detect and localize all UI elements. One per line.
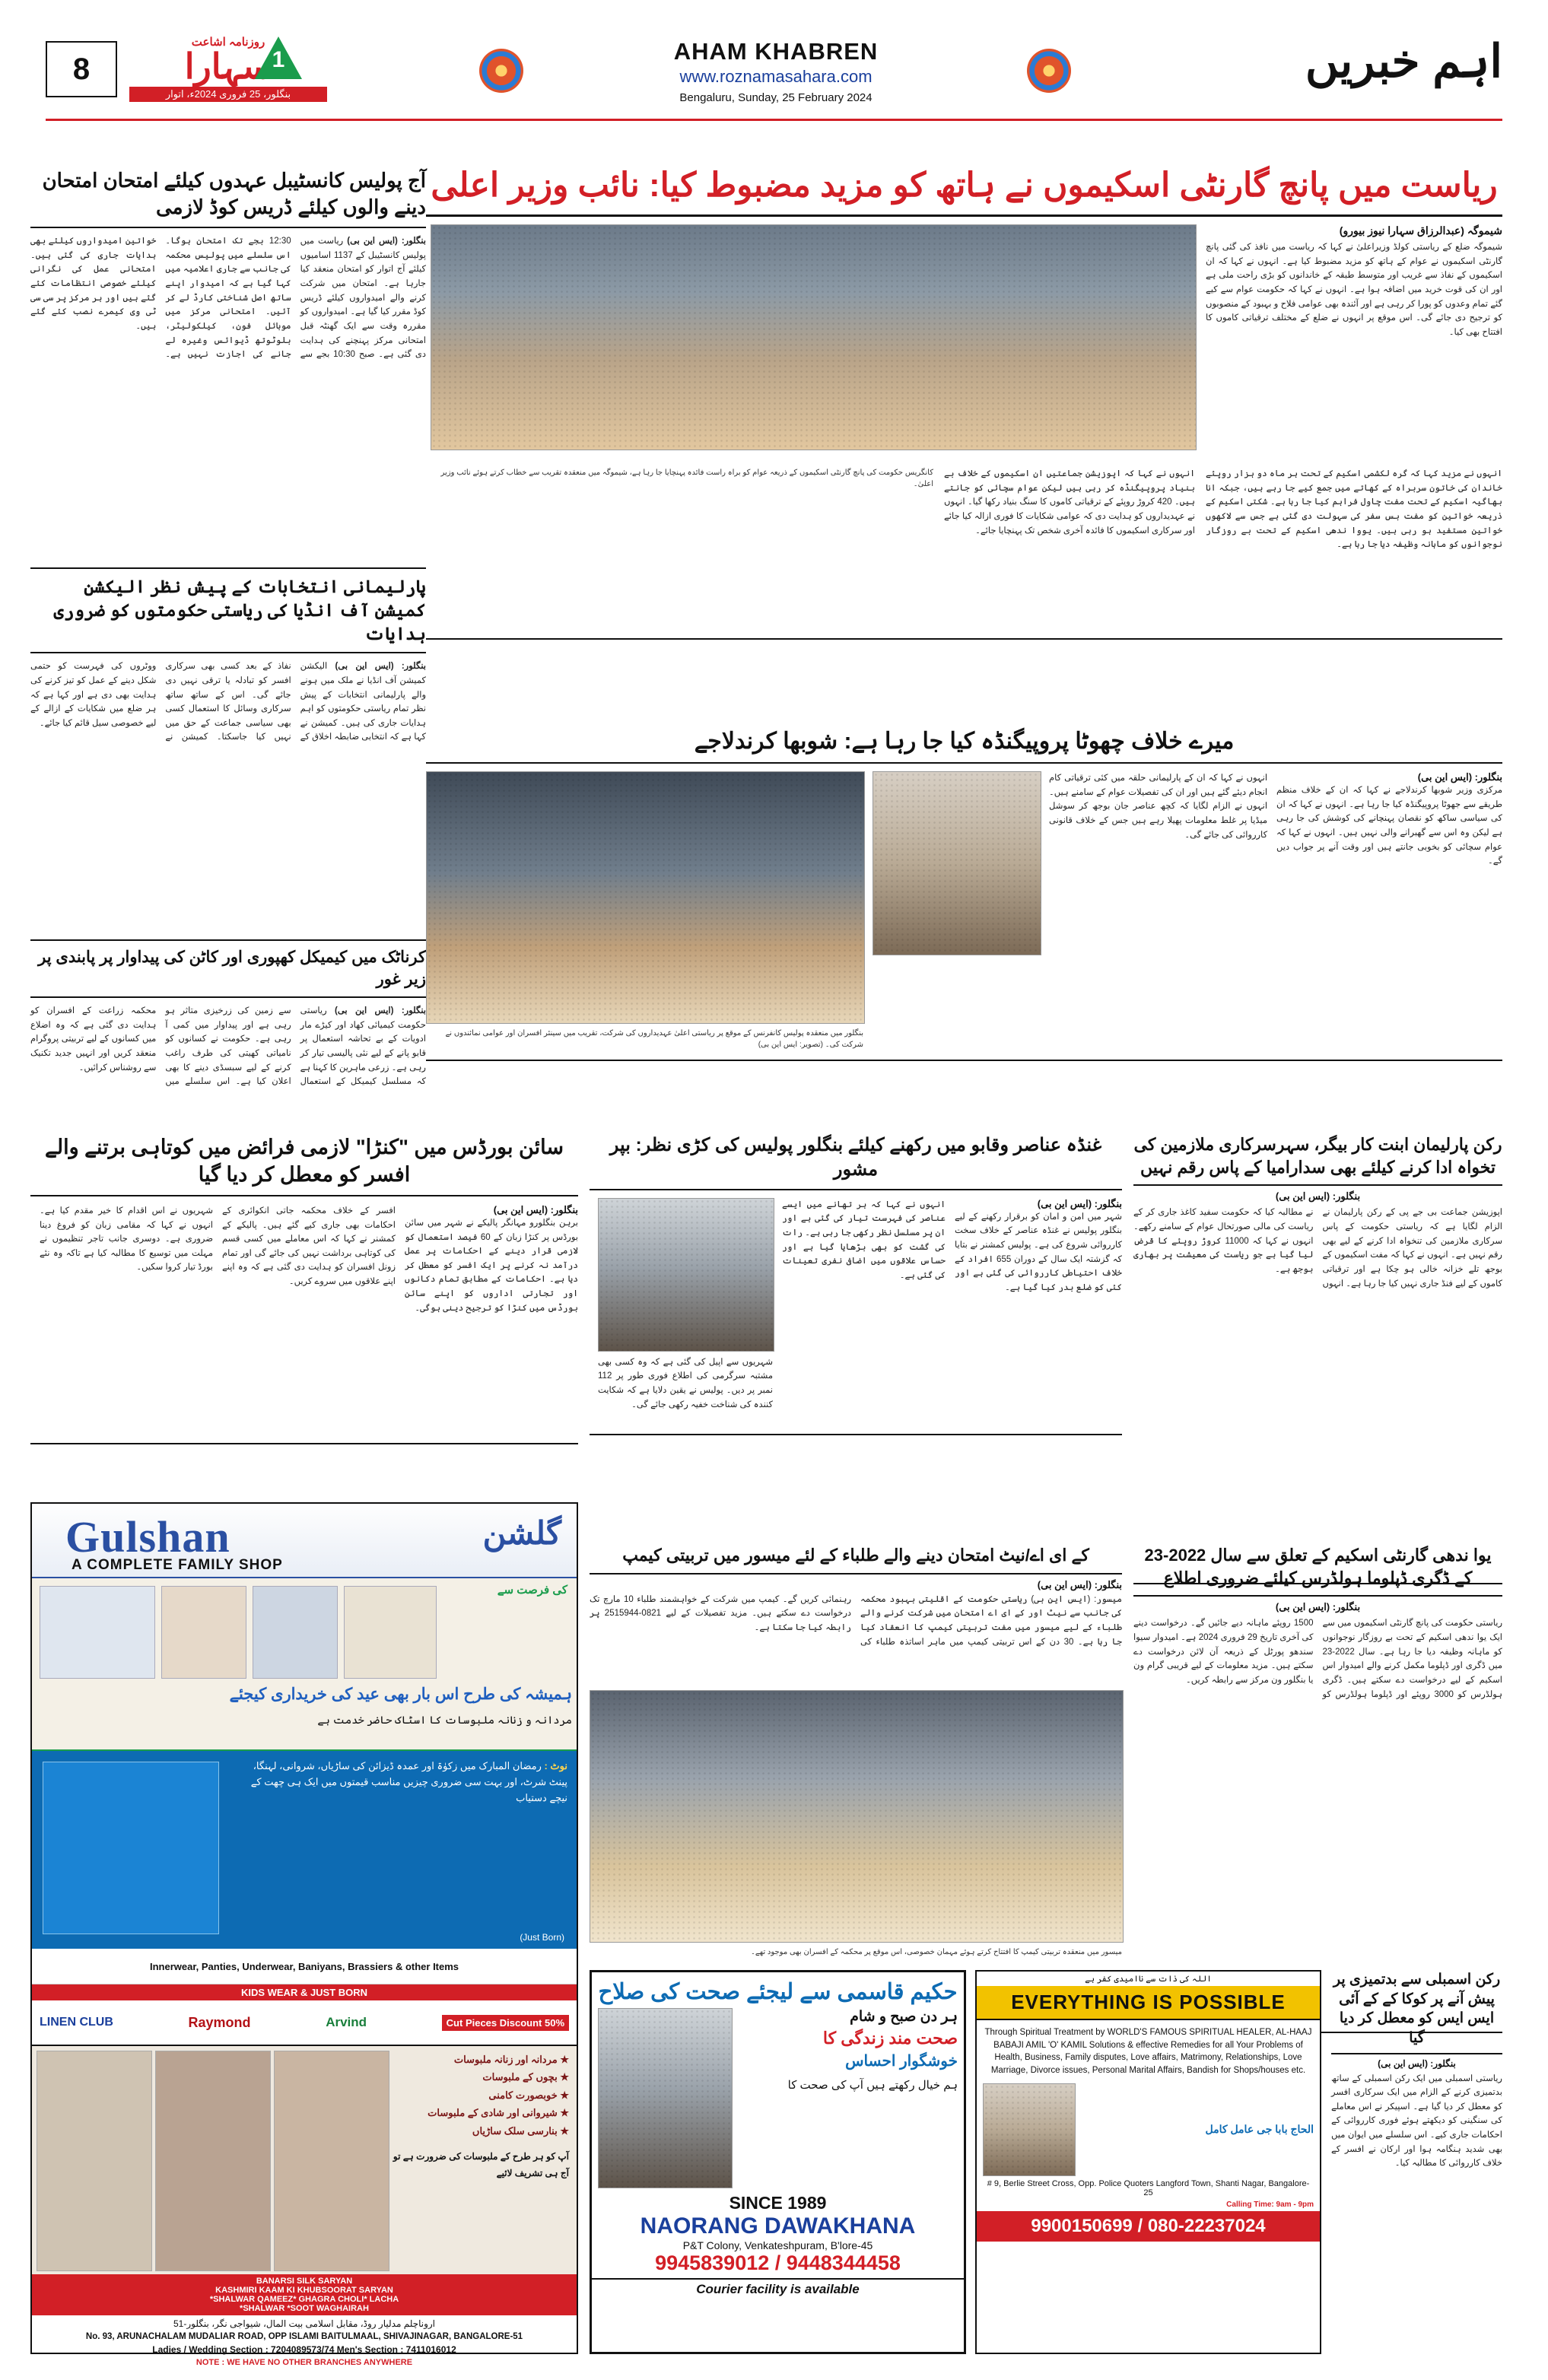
police-commissioner-photo bbox=[598, 1198, 774, 1352]
propaganda-dateline: بنگلور: (ایس این بی) bbox=[1417, 771, 1502, 783]
parliament-text: اپوزیشن جماعت بی جے پی کے رکن پارلیمان نے الزام لگایا ہے کہ ریاستی حکومت کے پاس سرکاری ملازمین کی تنخواہ ادا کرنے کے لیے بھی رقم نہیں ہے۔ انہوں نے کہا کہ مفت اسکیموں کے بوجھ تلے خزانہ خالی ہو چکا ہے اور ترقیاتی کاموں کے لیے فنڈ جاری نہیں کیا جا رہا ہے۔ انہوں نے مطالبہ کیا کہ حکومت سفید کاغذ جاری کر کے ریاست کی مالی صورتحال عوام کے سامنے رکھے۔ انہوں نے کہا کہ 11000 کروڑ روپئے کا قرض لیا گیا ہے جو ریاست کی معیشت پر بھاری بوجھ ہے۔ bbox=[1133, 1208, 1502, 1289]
yuva-dateline: بنگلور: (ایس این بی) bbox=[1275, 1601, 1361, 1613]
gulshan-name-3: *SHALWAR QAMEEZ* GHAGRA CHOLI* LACHA bbox=[209, 2295, 399, 2304]
everything-title: EVERYTHING IS POSSIBLE bbox=[977, 1986, 1320, 2020]
logo-datebar: بنگلور، 25 فروری 2024ء، اتوار bbox=[129, 87, 327, 102]
gulshan-banner-urdu: آپ کو ہر طرح کے ملبوسات کی ضرورت ہے تو آج ہی تشریف لائیے bbox=[393, 2150, 569, 2178]
gulshan-brand: Gulshan bbox=[65, 1512, 230, 1562]
propaganda-headline: میرے خلاف چھوٹا پروپیگنڈہ کیا جا رہا ہے: شوبھا کرندلاجے bbox=[426, 726, 1502, 764]
mosque-illustration bbox=[43, 1762, 219, 1934]
gulshan-ad[interactable] bbox=[30, 1502, 578, 2367]
training-dateline: بنگلور: (ایس این بی) bbox=[1037, 1578, 1122, 1590]
naorang-line-3: خوشگوار احساس bbox=[845, 2053, 958, 2070]
yuva-text: ریاستی حکومت کی پانچ گارنٹی اسکیموں میں سے ایک یوا ندھی اسکیم کے تحت بے روزگار نوجوانوں کو ماہانہ وظیفہ دیا جا رہا ہے۔ سال 2022-23 میں ڈگری اور ڈپلوما مکمل کرنے والے امیدوار اس اسکیم کے لیے درخواست دے سکتے ہیں۔ ڈگری ہولڈرس کو 3000 روپئے اور ڈپلوما ہولڈرس کو 1500 روپئے ماہانہ دیے جائیں گے۔ درخواست دینے کی آخری تاریخ 29 فروری 2024 ہے۔ امیدوار سیوا سندھو پورٹل کے ذریعہ آن لائن درخواست دے سکتے ہیں۔ مزید معلومات کے لیے قریبی گرام ون یا بنگلور ون مرکز سے رابطہ کریں۔ bbox=[1133, 1619, 1502, 1699]
yuva-headline: یوا ندھی گارنٹی اسکیم کے تعلق سے سال 2022-23 کے ڈگری ڈپلوما ہولڈرس کیلئے ضروری اطلاع bbox=[1133, 1544, 1502, 1597]
yuva-story bbox=[1133, 1544, 1502, 2033]
police-headline: غنڈہ عناصر وقابو میں رکھنے کیلئے بنگلور پولیس کی کڑی نظر: بپر مشور bbox=[590, 1133, 1122, 1190]
signboard-headline: سائن بورڈس میں "کنڑا" لازمی فرائض میں کوتاہی برتنے والے افسر کو معطل کر دیا گیا bbox=[30, 1133, 578, 1196]
gulshan-headline: ہمیشہ کی طرح اس بار بھی عید کی خریداری کیجئے bbox=[229, 1686, 572, 1703]
parliament-dateline: بنگلور: (ایس این بی) bbox=[1275, 1190, 1361, 1203]
training-photo-caption: میسور میں منعقدہ تربیتی کیمپ کا افتتاح کرتے ہوئے مہمان خصوصی، اس موقع پر محکمہ کے افسران بھی موجود تھے۔ bbox=[750, 1947, 1122, 1956]
gulshan-models-strip bbox=[32, 2046, 577, 2274]
english-masthead bbox=[532, 38, 1019, 104]
lead-photo-caption: کانگریس حکومت کی پانچ گارنٹی اسکیموں کے ذریعہ عوام کو براہ راست فائدہ پہنچایا جا رہا ہے، شیموگہ میں منعقدہ تقریب سے خطاب کرتے ہوئے نائب وزیر اعلیٰ۔ bbox=[440, 469, 933, 489]
gulshan-feature-4: ★ شیروانی اور شادی کے ملبوسات bbox=[428, 2107, 569, 2119]
brand-linen-club: LINEN CLUB bbox=[40, 2016, 113, 2029]
propaganda-col-b bbox=[1049, 771, 1267, 1053]
everything-calling-time: Calling Time: 9am - 9pm bbox=[1226, 2200, 1314, 2209]
assembly-headline: رکن اسمبلی سے بدتمیزی پر پیش آنے پر کوکا کے کے آئی ایس ایس کو معطل کر دیا گیا bbox=[1331, 1970, 1502, 2054]
conference-photo-caption: بنگلور میں منعقدہ پولیس کانفرنس کے موقع پر ریاستی اعلیٰ عہدیداروں کی شرکت، تقریب میں سینئر افسران اور عوامی نمائندوں نے شرکت کی۔ (تصویر: ایس این بی) bbox=[445, 1029, 863, 1049]
gulshan-subline: مردانہ و زنانہ ملبوسات کا اسٹاک حاضر خدمت ہے bbox=[317, 1714, 572, 1726]
police-text-b: انہوں نے کہا کہ ہر تھانے میں ایسے عناصر کی فہرست تیار کی گئی ہے اور ان پر مسلسل نظر رکھی جا رہی ہے۔ رات کی گشت کو بھی بڑھایا گیا ہے اور حساس علاقوں میں اضافی نفری تعینات کی گئی ہے۔ bbox=[782, 1200, 946, 1280]
naorang-line-2: صحت مند زندگی کا bbox=[822, 2029, 958, 2048]
gulshan-phones: Ladies / Wedding Section : 7204089573/74 Men's Section : 7411016012 bbox=[152, 2344, 456, 2355]
product-image-4 bbox=[344, 1586, 437, 1679]
gulshan-kidswear: KIDS WEAR & JUST BORN bbox=[32, 1984, 577, 2000]
everything-healer-name: الحاج بابا جی عامل کامل bbox=[1205, 2123, 1314, 2136]
police-text-a: شہر میں امن و امان کو برقرار رکھنے کے لیے بنگلور پولیس نے غنڈہ عناصر کے خلاف سخت کارروائی شروع کی ہے۔ پولیس کمشنر نے بتایا کہ گزشتہ ایک سال کے دوران 655 افراد کے خلاف احتیاطی کارروائی کی گئی ہے اور کئی کو ضلع بدر کیا گیا ہے۔ bbox=[955, 1212, 1122, 1292]
hakeem-photo bbox=[598, 2008, 733, 2188]
signboard-text-b: افسر کے خلاف محکمہ جاتی انکوائری کے احکامات بھی جاری کیے گئے ہیں۔ پالیکے کے کمشنر نے کہا کہ اس معاملے میں کسی قسم کی کوتاہی برداشت نہیں کی جائے گی اور تمام زونل افسران کو ہدایت دی گئی ہے کہ وہ اپنے اپنے علاقوں میں سروے کریں۔ bbox=[222, 1206, 396, 1286]
story3-text: ریاستی حکومت کیمیائی کھاد اور کیڑے مار ادویات کے بے تحاشہ استعمال پر قابو پانے کے لیے نئی پالیسی تیار کر رہی ہے۔ زرعی ماہرین کا کہنا ہے کہ مسلسل کیمیکل کے استعمال سے زمین کی زرخیزی متاثر ہو رہی ہے اور پیداوار میں کمی آ رہی ہے۔ حکومت نے کسانوں کو نامیاتی کھیتی کی طرف راغب کرنے کے لیے سبسڈی دینے کا بھی اعلان کیا ہے۔ اس سلسلے میں محکمہ زراعت کے افسران کو ہدایت دی گئی ہے کہ وہ اضلاع میں کسانوں کے لیے تربیتی پروگرام منعقد کریں اور انہیں جدید تکنیک سے روشناس کرائیں۔ bbox=[30, 1006, 426, 1087]
brand-arvind: Arvind bbox=[326, 2015, 367, 2029]
gulshan-address-en: No. 93, ARUNACHALAM MUDALIAR ROAD, OPP ISLAMI BAITULMAAL, SHIVAJINAGAR, BANGALORE-51 bbox=[85, 2332, 523, 2341]
naorang-since: SINCE 1989 bbox=[729, 2193, 827, 2213]
story2-body bbox=[30, 659, 426, 933]
logo-wordmark: سہارا bbox=[184, 46, 272, 86]
propaganda-story bbox=[426, 726, 1502, 1061]
gulshan-feature-1: ★ مردانہ اور زنانہ ملبوسات bbox=[453, 2054, 569, 2065]
gulshan-products-strip bbox=[32, 1578, 577, 1751]
model-image-2 bbox=[155, 2051, 271, 2271]
gulshan-feature-2: ★ بچوں کے ملبوسات bbox=[482, 2071, 569, 2083]
conference-photo bbox=[426, 771, 865, 1024]
lead-text-a: شیموگہ ضلع کے ریاستی کولڈ وزیراعلیٰ نے کہا کہ ریاست میں نافذ کی گئی پانچ گارنٹی اسکیموں نے عوام کے ہاتھ کو مزید مضبوط کیا ہے۔ انہوں نے کہا کہ ان اسکیموں کے نفاذ سے غریب اور متوسط طبقہ کے خاندانوں کو بڑی راحت ملی ہے اور ان کی قوت خرید میں اضافہ ہوا ہے۔ انہوں نے کہا کہ حکومت عوام سے کیے گئے تمام وعدوں کو پورا کر رہی ہے اور آئندہ بھی عوامی فلاح و بہبود کے منصوبوں کو ترجیح دی جائے گی۔ اس موقع پر انہوں نے ضلع کے مختلف ترقیاتی کاموں کا افتتاح بھی کیا۔ bbox=[1206, 243, 1502, 337]
assembly-dateline: بنگلور: (ایس این بی) bbox=[1378, 2057, 1456, 2069]
lead-photo bbox=[431, 224, 1197, 450]
training-camp-photo bbox=[590, 1690, 1124, 1943]
naorang-phones[interactable]: 9945839012 / 9448344458 bbox=[655, 2251, 901, 2274]
police-text-c: شہریوں سے اپیل کی گئی ہے کہ وہ کسی بھی مشتبہ سرگرمی کی اطلاع فوری طور پر 112 نمبر پر دیں۔ پولیس نے یقین دلایا ہے کہ شکایت کنندہ کی شناخت خفیہ رکھی جائے گی۔ bbox=[598, 1357, 773, 1409]
model-image-3 bbox=[274, 2051, 389, 2271]
masthead-title: AHAM KHABREN bbox=[673, 38, 879, 65]
story1-text: ریاست میں پولیس کانسٹیبل کے 1137 اسامیوں کیلئے آج اتوار کو امتحان منعقد کیا جارہا ہے۔ امتحان میں شرکت کرنے والے امیدواروں کیلئے ڈریس کوڈ مقرر کیا گیا ہے۔ امیدواروں کو مقررہ وقت سے ایک گھنٹہ قبل امتحانی مرکز پہنچنے کی ہدایت دی گئی ہے۔ صبح 10:30 بجے سے 12:30 بجے تک امتحان ہوگا۔ اس سلسلے میں پولیس محکمہ کی جانب سے جاری اعلامیہ میں کہا گیا ہے کہ امیدوار اپنے ساتھ اصل شناختی کارڈ لے کر آئیں۔ امتحانی مرکز میں موبائل فون، کیلکولیٹر، بلوٹوتھ ڈیوائس وغیرہ لے جانے کی اجازت نہیں ہے۔ خواتین امیدواروں کیلئے بھی ہدایات جاری کی گئی ہیں۔ امتحانی عمل کی نگرانی کیلئے خصوصی انتظامات کئے گئے ہیں اور ہر مرکز پر سی سی ٹی وی کیمرے نصب کئے گئے ہیں۔ bbox=[30, 237, 427, 360]
gulshan-eid-line: کی فرصت سے bbox=[497, 1584, 567, 1597]
gulshan-zakat-panel bbox=[32, 1751, 577, 1949]
assembly-story bbox=[1331, 1970, 1502, 2361]
lead-dateline: شیموگہ (عبدالرزاق سہارا نیوز بیورو) bbox=[1339, 224, 1502, 237]
naorang-line-4: ہم خیال رکھتے ہیں آپ کی صحت کا bbox=[787, 2079, 958, 2092]
propaganda-text-b: انہوں نے کہا کہ ان کے پارلیمانی حلقہ میں کئی ترقیاتی کام انجام دیئے گئے ہیں اور ان کی تفصیلات عوام کے سامنے ہیں۔ انہوں نے الزام لگایا کہ کچھ عناصر جان بوجھ کر سوشل میڈیا پر غلط معلومات پھیلا رہے ہیں جس کے خلاف قانونی کارروائی کی جائے گی۔ bbox=[1049, 774, 1268, 840]
masthead-dateline: Bengaluru, Sunday, 25 February 2024 bbox=[679, 91, 873, 104]
training-text: میسور: (ایس این بی) ریاستی حکومت کے اقلیتی بہبود محکمہ کی جانب سے نیٹ اور کے ای اے امتحان میں شرکت کرنے والے طلباء کے لیے میسور میں مفت تربیتی کیمپ کا انعقاد کیا جا رہا ہے۔ 30 دن کے اس تربیتی کیمپ میں ماہر اساتذہ طلباء کی رہنمائی کریں گے۔ کیمپ میں شرکت کے خواہشمند طلباء 10 مارچ تک درخواست دے سکتے ہیں۔ مزید تفصیلات کے لیے 0821-2515944 پر رابطہ کیا جا سکتا ہے۔ bbox=[590, 1594, 1122, 1647]
naorang-courier: Courier facility is available bbox=[592, 2278, 964, 2297]
signboard-text-c: شہریوں نے اس اقدام کا خیر مقدم کیا ہے۔ انہوں نے کہا کہ مقامی زبان کو فروغ دینا ضروری ہے۔ دوسری جانب تاجر تنظیموں نے مہلت میں توسیع کا مطالبہ کیا ہے تاکہ وہ نئے بورڈ تیار کروا سکیں۔ bbox=[40, 1206, 213, 1273]
training-headline: کے ای اے/نیٹ امتحان دینے والے طلباء کے لئے میسور میں تربیتی کیمپ bbox=[590, 1544, 1122, 1574]
naorang-name: NAORANG DAWAKHANA bbox=[640, 2213, 916, 2239]
story1-dateline: بنگلور: (ایس این بی) bbox=[347, 237, 427, 246]
gulshan-footer-note: NOTE : WE HAVE NO OTHER BRANCHES ANYWHERE bbox=[195, 2358, 413, 2367]
shobha-portrait-photo bbox=[873, 771, 1041, 955]
everything-body: Through Spiritual Treatment by WORLD'S FAMOUS SPIRITUAL HEALER, AL-HAAJ BABAJI AMIL 'O' KAMIL Solutions & effective Remedies for all Your Problems of Health, Business, Family disputes, Love affairs, Matrimony, Relationships, Love Marriage, Divorce issues, Personal Marital Affairs, Bandish for Shops/houses etc. bbox=[984, 2028, 1312, 2076]
story1-headline: آج پولیس کانسٹیبل عہدوں کیلئے امتحان امتحان دینے والوں کیلئے ڈریس کوڈ لازمی bbox=[30, 167, 426, 228]
brand-raymond: Raymond bbox=[188, 2014, 251, 2030]
police-dateline: بنگلور: (ایس این بی) bbox=[1037, 1197, 1122, 1209]
gulshan-address-urdu: اروناچلم مدلیار روڈ، مقابل اسلامی بیت المال، شیواجی نگر، بنگلور-51 bbox=[173, 2318, 436, 2329]
lead-col-a bbox=[1206, 224, 1502, 461]
gulshan-just-born: (Just Born) bbox=[520, 1932, 564, 1943]
story2-text: الیکشن کمیشن آف انڈیا نے ملک میں ہونے والے پارلیمانی انتخابات کے پیش نظر تمام ریاستی حکومتوں کو اہم ہدایات جاری کی ہیں۔ کمیشن نے کہا ہے کہ انتخابی ضابطہ اخلاق کے نفاذ کے بعد کسی بھی سرکاری افسر کو تبادلہ یا ترقی نہیں دی جائے گی۔ اس کے ساتھ ساتھ سرکاری وسائل کا استعمال کسی بھی سیاسی جماعت کے حق میں نہیں کیا جاسکتا۔ کمیشن نے ووٹروں کی فہرست کو حتمی شکل دینے کے عمل کو تیز کرنے کی ہدایت بھی دی ہے اور کہا ہے کہ ہر ضلع میں شکایات کے ازالے کے لیے خصوصی سیل قائم کیا جائے۔ bbox=[30, 662, 426, 742]
parliament-headline: رکن پارلیمان ابنت کار بیگر، سہرسرکاری ملازمین کی تخواہ ادا کرنے کیلئے بھی سدارامیا کے پاس رقم نہیں bbox=[1133, 1133, 1502, 1186]
gulshan-tagline: A COMPLETE FAMILY SHOP bbox=[72, 1557, 283, 1573]
lead-text-b: انہوں نے مزید کہا کہ گرہ لکشمی اسکیم کے تحت ہر ماہ دو ہزار روپئے خاندان کی خاتون سربراہ کے کھاتے میں جمع کیے جا رہے ہیں، جبکہ انا بھاگیہ اسکیم کے تحت مفت چاول فراہم کیا جا رہا ہے۔ شکتی اسکیم کے ذریعہ خواتین کو مفت بس سفر کی سہولت دی گئی ہے جس سے لاکھوں خواتین مستفید ہو رہی ہیں۔ یووا ندھی اسکیم کے تحت بے روزگار نوجوانوں کو ماہانہ وظیفہ دیا جا رہا ہے۔ bbox=[1206, 469, 1502, 550]
lead-headline: ریاست میں پانچ گارنٹی اسکیموں نے ہاتھ کو مزید مضبوط کیا: نائب وزیر اعلی bbox=[426, 164, 1502, 217]
page-number: 8 bbox=[46, 41, 117, 97]
gulshan-features-list bbox=[389, 2051, 572, 2270]
parliament-story bbox=[1133, 1133, 1502, 1584]
story1-body bbox=[30, 234, 426, 561]
story3-dateline: بنگلور: (ایس این بی) bbox=[335, 1006, 426, 1016]
assembly-text: ریاستی اسمبلی میں ایک رکن اسمبلی کے ساتھ بدتمیزی کرنے کے الزام میں ایک سرکاری افسر کو معطل کر دیا گیا ہے۔ اسپیکر نے اس معاملے کی سنگینی کو دیکھتے ہوئے فوری کارروائی کے احکامات جاری کیے۔ اس سلسلے میں ایوان میں بھی شدید ہنگامہ ہوا اور ارکان نے افسر کے خلاف کارروائی کا مطالبہ کیا۔ bbox=[1331, 2073, 1502, 2169]
everything-address: # 9, Berlie Street Cross, Opp. Police Quoters Langford Town, Shanti Nagar, Bangalore-25 bbox=[987, 2178, 1310, 2197]
naorang-address: P&T Colony, Venkateshpuram, B'lore-45 bbox=[682, 2239, 873, 2251]
gulshan-feature-3: ★ خوبصورت کامنی bbox=[488, 2089, 569, 2101]
gulshan-categories: Innerwear, Panties, Underwear, Baniyans, Brassiers & other Items bbox=[149, 1960, 459, 1972]
lead-text-c: انہوں نے کہا کہ اپوزیشن جماعتیں ان اسکیموں کے خلاف بے بنیاد پروپیگنڈہ کر رہی ہیں لیکن عوام سچائی کو جانتے ہیں۔ 420 کروڑ روپئے کے ترقیاتی کاموں کا سنگ بنیاد رکھا گیا۔ انہوں نے عہدیداروں کو ہدایت دی کہ عوامی شکایات کا فوری ازالہ کیا جائے اور سرکاری اسکیموں کا فائدہ آخری شخص تک پہنچایا جائے۔ bbox=[944, 469, 1195, 535]
gulshan-note-text: رمضان المبارک میں زکوٰۃ اور عمدہ ڈیزائن کی ساڑیاں، شروانی، لہنگا، پینٹ شرٹ، اور بہت سی ضروری چیزیں مناسب قیمتوں میں ایک ہی چھت کے نیچے دستیاب bbox=[250, 1760, 567, 1803]
product-image-1 bbox=[40, 1586, 155, 1679]
gulshan-name-4: *SHALWAR *SOOT WAGHAIRAH bbox=[240, 2304, 369, 2313]
gulshan-ad-header bbox=[32, 1504, 577, 1578]
propaganda-text-a: مرکزی وزیر شوبھا کرندلاجے نے کہا کہ ان کے خلاف منظم طریقے سے جھوٹا پروپیگنڈہ کیا جا رہا ہے۔ انہوں نے کہا کہ ان کی سیاسی ساکھ کو نقصان پہنچانے کی کوشش کی جا رہی ہے لیکن وہ اس سے گھبرانے والی نہیں ہیں۔ انہوں نے کہا کہ عوام سچائی کو بخوبی جانتے ہیں اور وقت آنے پر جواب دیں گے۔ bbox=[1276, 786, 1502, 866]
propaganda-col-a bbox=[1276, 771, 1502, 1053]
lead-story bbox=[426, 164, 1502, 640]
gulshan-feature-5: ★ بنارسی سلک ساڑیاں bbox=[472, 2124, 569, 2137]
gulshan-name-1: BANARSI SILK SARYAN bbox=[256, 2277, 353, 2286]
triangle-logo-icon bbox=[255, 37, 302, 84]
logo-subtitle: روزنامہ اشاعت bbox=[191, 36, 265, 49]
police-story bbox=[590, 1133, 1122, 1435]
urdu-masthead-title: اہم خبریں bbox=[1305, 36, 1502, 87]
masthead-website[interactable]: www.roznamasahara.com bbox=[679, 67, 873, 86]
product-image-3 bbox=[253, 1586, 338, 1679]
left-column bbox=[30, 167, 426, 1225]
naorang-line-1: ہر دن صبح و شام bbox=[850, 2009, 958, 2025]
story3-headline: کرناٹک میں کیمیکل کھپوری اور کاٹن کی پیداوار پر پابندی پر زیر غور bbox=[30, 947, 426, 998]
gulshan-brand-urdu: گلشن bbox=[482, 1515, 561, 1551]
signboard-text-a: برہن بنگلورو مہانگر پالیکے نے شہر میں سائن بورڈس پر کنڑا زبان کے 60 فیصد استعمال کو لازمی قرار دینے کے احکامات پر عمل درآمد نہ کرنے پر ایک افسر کو معطل کر دیا ہے۔ احکامات کے مطابق تمام دکانوں اور تجارتی اداروں کو اپنے سائن بورڈس میں کنڑا کو ترجیح دینی ہوگی۔ bbox=[405, 1218, 579, 1313]
model-image-1 bbox=[37, 2051, 152, 2271]
naorang-ad[interactable] bbox=[590, 1970, 966, 2354]
everything-bismillah: اللہ کی ذات سے ناامیدی کفر ہے bbox=[977, 1972, 1320, 1986]
masthead bbox=[46, 35, 1502, 121]
product-image-2 bbox=[161, 1586, 246, 1679]
gulshan-name-2: KASHMIRI KAAM KI KHUBSOORAT SARYAN bbox=[215, 2286, 393, 2295]
gulshan-discount-badge: Cut Pieces Discount 50% bbox=[442, 2015, 569, 2031]
story2-dateline: بنگلور: (ایس این بی) bbox=[335, 662, 426, 672]
rosette-icon-left bbox=[479, 49, 523, 93]
rosette-icon-right bbox=[1027, 49, 1071, 93]
story2-headline: پارلیمانی انتخابات کے پیش نظر الیکشن کمیشن آف انڈیا کی ریاستی حکومتوں کو ضروری ہدایات bbox=[30, 575, 426, 653]
healer-photo bbox=[983, 2083, 1076, 2176]
training-story bbox=[590, 1544, 1122, 1958]
naorang-headline: حکیم قاسمی سے لیجئے صحت کی صلاح bbox=[598, 1980, 958, 2004]
signboard-dateline: بنگلور: (ایس این بی) bbox=[493, 1203, 578, 1215]
gulshan-note-label: نوٹ : bbox=[544, 1760, 567, 1771]
logo-mark-number: 1 bbox=[272, 47, 285, 72]
everything-ad[interactable] bbox=[975, 1970, 1321, 2354]
signboard-story bbox=[30, 1133, 578, 1444]
everything-phones[interactable]: 9900150699 / 080-22237024 bbox=[977, 2211, 1320, 2242]
